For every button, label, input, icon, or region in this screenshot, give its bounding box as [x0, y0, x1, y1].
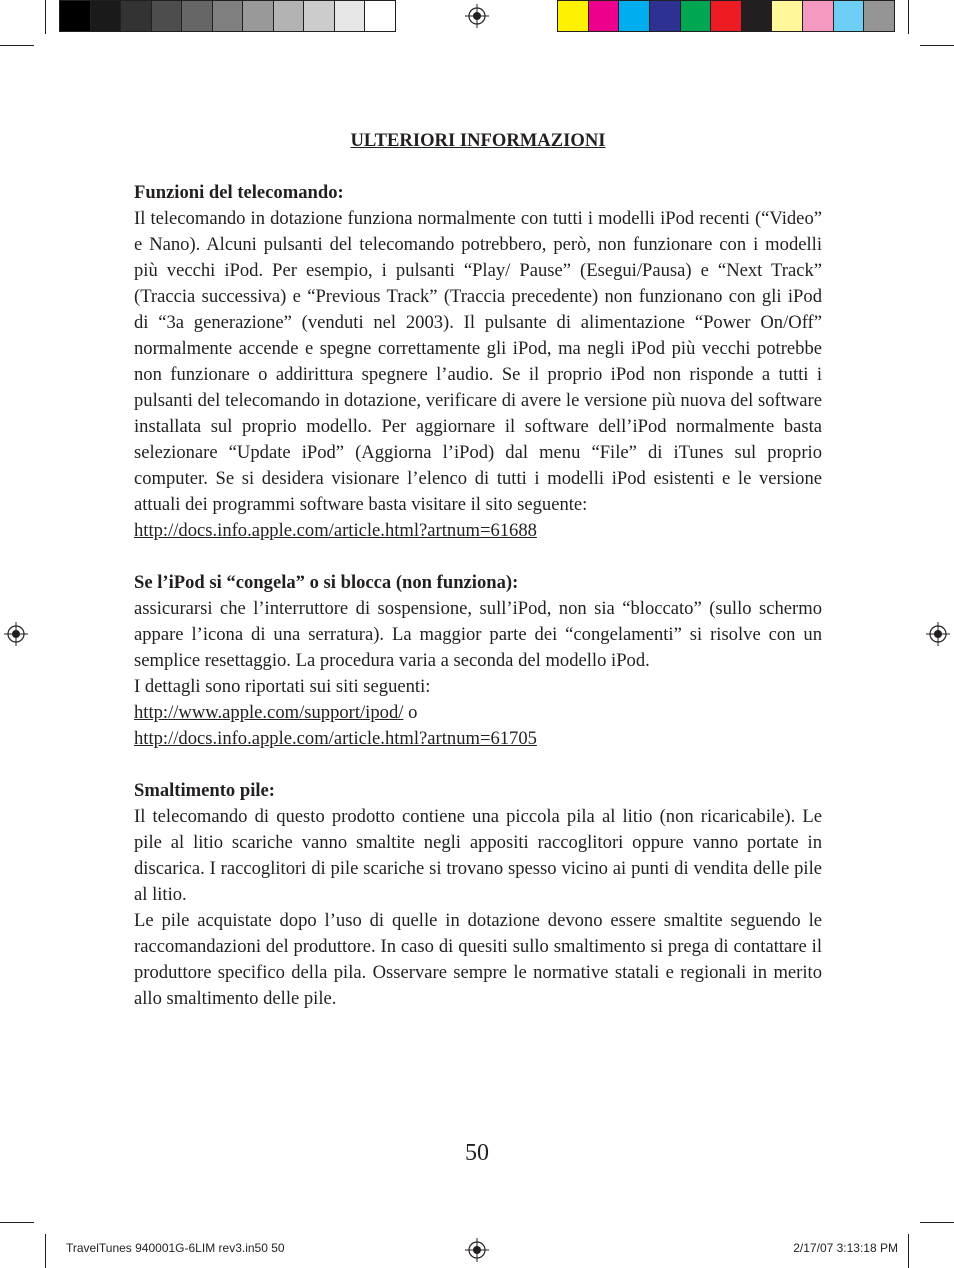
section-body-freeze: assicurarsi che l’interruttore di sospensione, sull’iPod, non sia “bloccato” (sullo schermo appare l’icona di una serratura). La maggior parte dei “congelamenti” si risolve con un semplice resettaggio. La procedura varia a seconda del modello iPod.	[134, 598, 822, 671]
crop-mark-top-left-h	[0, 45, 34, 46]
color-swatch	[834, 1, 865, 31]
page-number: 50	[465, 1140, 489, 1166]
slug-filename: TravelTunes 940001G-6LIM rev3.in50 50	[66, 1241, 285, 1255]
section-body-disposal-1: Il telecomando di questo prodotto contiene una piccola pila al litio (non ricaricabile). Le pile al litio scariche vanno smaltite negli appositi raccoglitori oppure vanno portate in discarica. I raccoglitori di pile scariche si trovano spesso vicino ai punti di vendita delle pile al litio.	[134, 806, 822, 905]
crop-mark-top-right-h	[920, 45, 954, 46]
page-title: ULTERIORI INFORMAZIONI	[350, 130, 606, 151]
color-swatch	[619, 1, 650, 31]
section-heading-freeze: Se l’iPod si “congela” o si blocca (non funziona):	[134, 572, 519, 593]
gray-swatch	[304, 1, 335, 31]
gray-swatch	[243, 1, 274, 31]
color-swatch	[772, 1, 803, 31]
gray-swatch	[274, 1, 305, 31]
gray-swatch	[335, 1, 366, 31]
color-swatch	[864, 1, 894, 31]
apple-docs-link-61705[interactable]: http://docs.info.apple.com/article.html?artnum=61705	[134, 728, 537, 749]
section-heading-disposal: Smaltimento pile:	[134, 780, 275, 801]
color-swatch	[711, 1, 742, 31]
gray-swatch	[60, 1, 91, 31]
crop-mark-top-left-v	[45, 0, 46, 34]
color-swatch	[742, 1, 773, 31]
color-swatch	[558, 1, 589, 31]
grayscale-color-bar	[59, 0, 396, 32]
section-body-freeze-details: I dettagli sono riportati sui siti seguenti:	[134, 676, 431, 697]
apple-docs-link-61688[interactable]: http://docs.info.apple.com/article.html?artnum=61688	[134, 520, 537, 541]
registration-mark-right-icon	[926, 622, 950, 646]
section-body-remote: Il telecomando in dotazione funziona normalmente con tutti i modelli iPod recenti (“Video” e Nano). Alcuni pulsanti del telecomando potrebbero, però, non funzionare con i modelli più vecchi iPod. Per esempio, i pulsanti “Play/ Pause” (Esegui/Pausa) e “Next Track” (Traccia successiva) e “Previous Track” (Traccia precedente) non funzionano con gli iPod di “3a generazione” (venduti nel 2003). Il pulsante di alimentazione “Power On/Off” normalmente accende e spegne correttamente gli iPod, ma negli iPod più vecchi potrebbe non funzionare o addirittura spegnere l’audio. Se il proprio iPod non risponde a tutti i pulsanti del telecomando in dotazione, verificare di avere le versione più nuova del software installata sul proprio modello. Per aggiornare il software dell’iPod normalmente basta selezionare “Update iPod” (Aggiorna l’iPod) dal menu “File” di iTunes sul proprio computer. Se si desidera visionare l’elenco di tutti i modelli iPod esistenti e le versione attuali dei programmi software basta visitare il sito seguente:	[134, 208, 822, 515]
gray-swatch	[91, 1, 122, 31]
color-swatch	[803, 1, 834, 31]
crop-mark-top-right-v	[908, 0, 909, 34]
color-swatch	[681, 1, 712, 31]
slug-timestamp: 2/17/07 3:13:18 PM	[793, 1241, 898, 1255]
gray-swatch	[121, 1, 152, 31]
process-color-bar	[557, 0, 895, 32]
crop-mark-bottom-left-h	[0, 1222, 34, 1223]
crop-mark-bottom-right-h	[920, 1222, 954, 1223]
gray-swatch	[365, 1, 395, 31]
page-content	[134, 128, 822, 1012]
gray-swatch	[182, 1, 213, 31]
crop-mark-bottom-left-v	[45, 1234, 46, 1268]
section-body-disposal-2: Le pile acquistate dopo l’uso di quelle in dotazione devono essere smaltite seguendo le raccomandazioni del produttore. In caso di quesiti sullo smaltimento si prega di contattare il produttore specifico della pila. Osservare sempre le normative statali e regionali in merito allo smaltimento delle pile.	[134, 910, 822, 1009]
color-swatch	[589, 1, 620, 31]
gray-swatch	[213, 1, 244, 31]
section-heading-remote: Funzioni del telecomando:	[134, 182, 344, 203]
registration-mark-left-icon	[4, 622, 28, 646]
link-connector: o	[403, 702, 418, 723]
apple-support-ipod-link[interactable]: http://www.apple.com/support/ipod/	[134, 702, 404, 723]
registration-mark-bottom-icon	[465, 1238, 489, 1262]
gray-swatch	[152, 1, 183, 31]
crop-mark-bottom-right-v	[908, 1234, 909, 1268]
color-swatch	[650, 1, 681, 31]
registration-mark-top-icon	[465, 4, 489, 28]
